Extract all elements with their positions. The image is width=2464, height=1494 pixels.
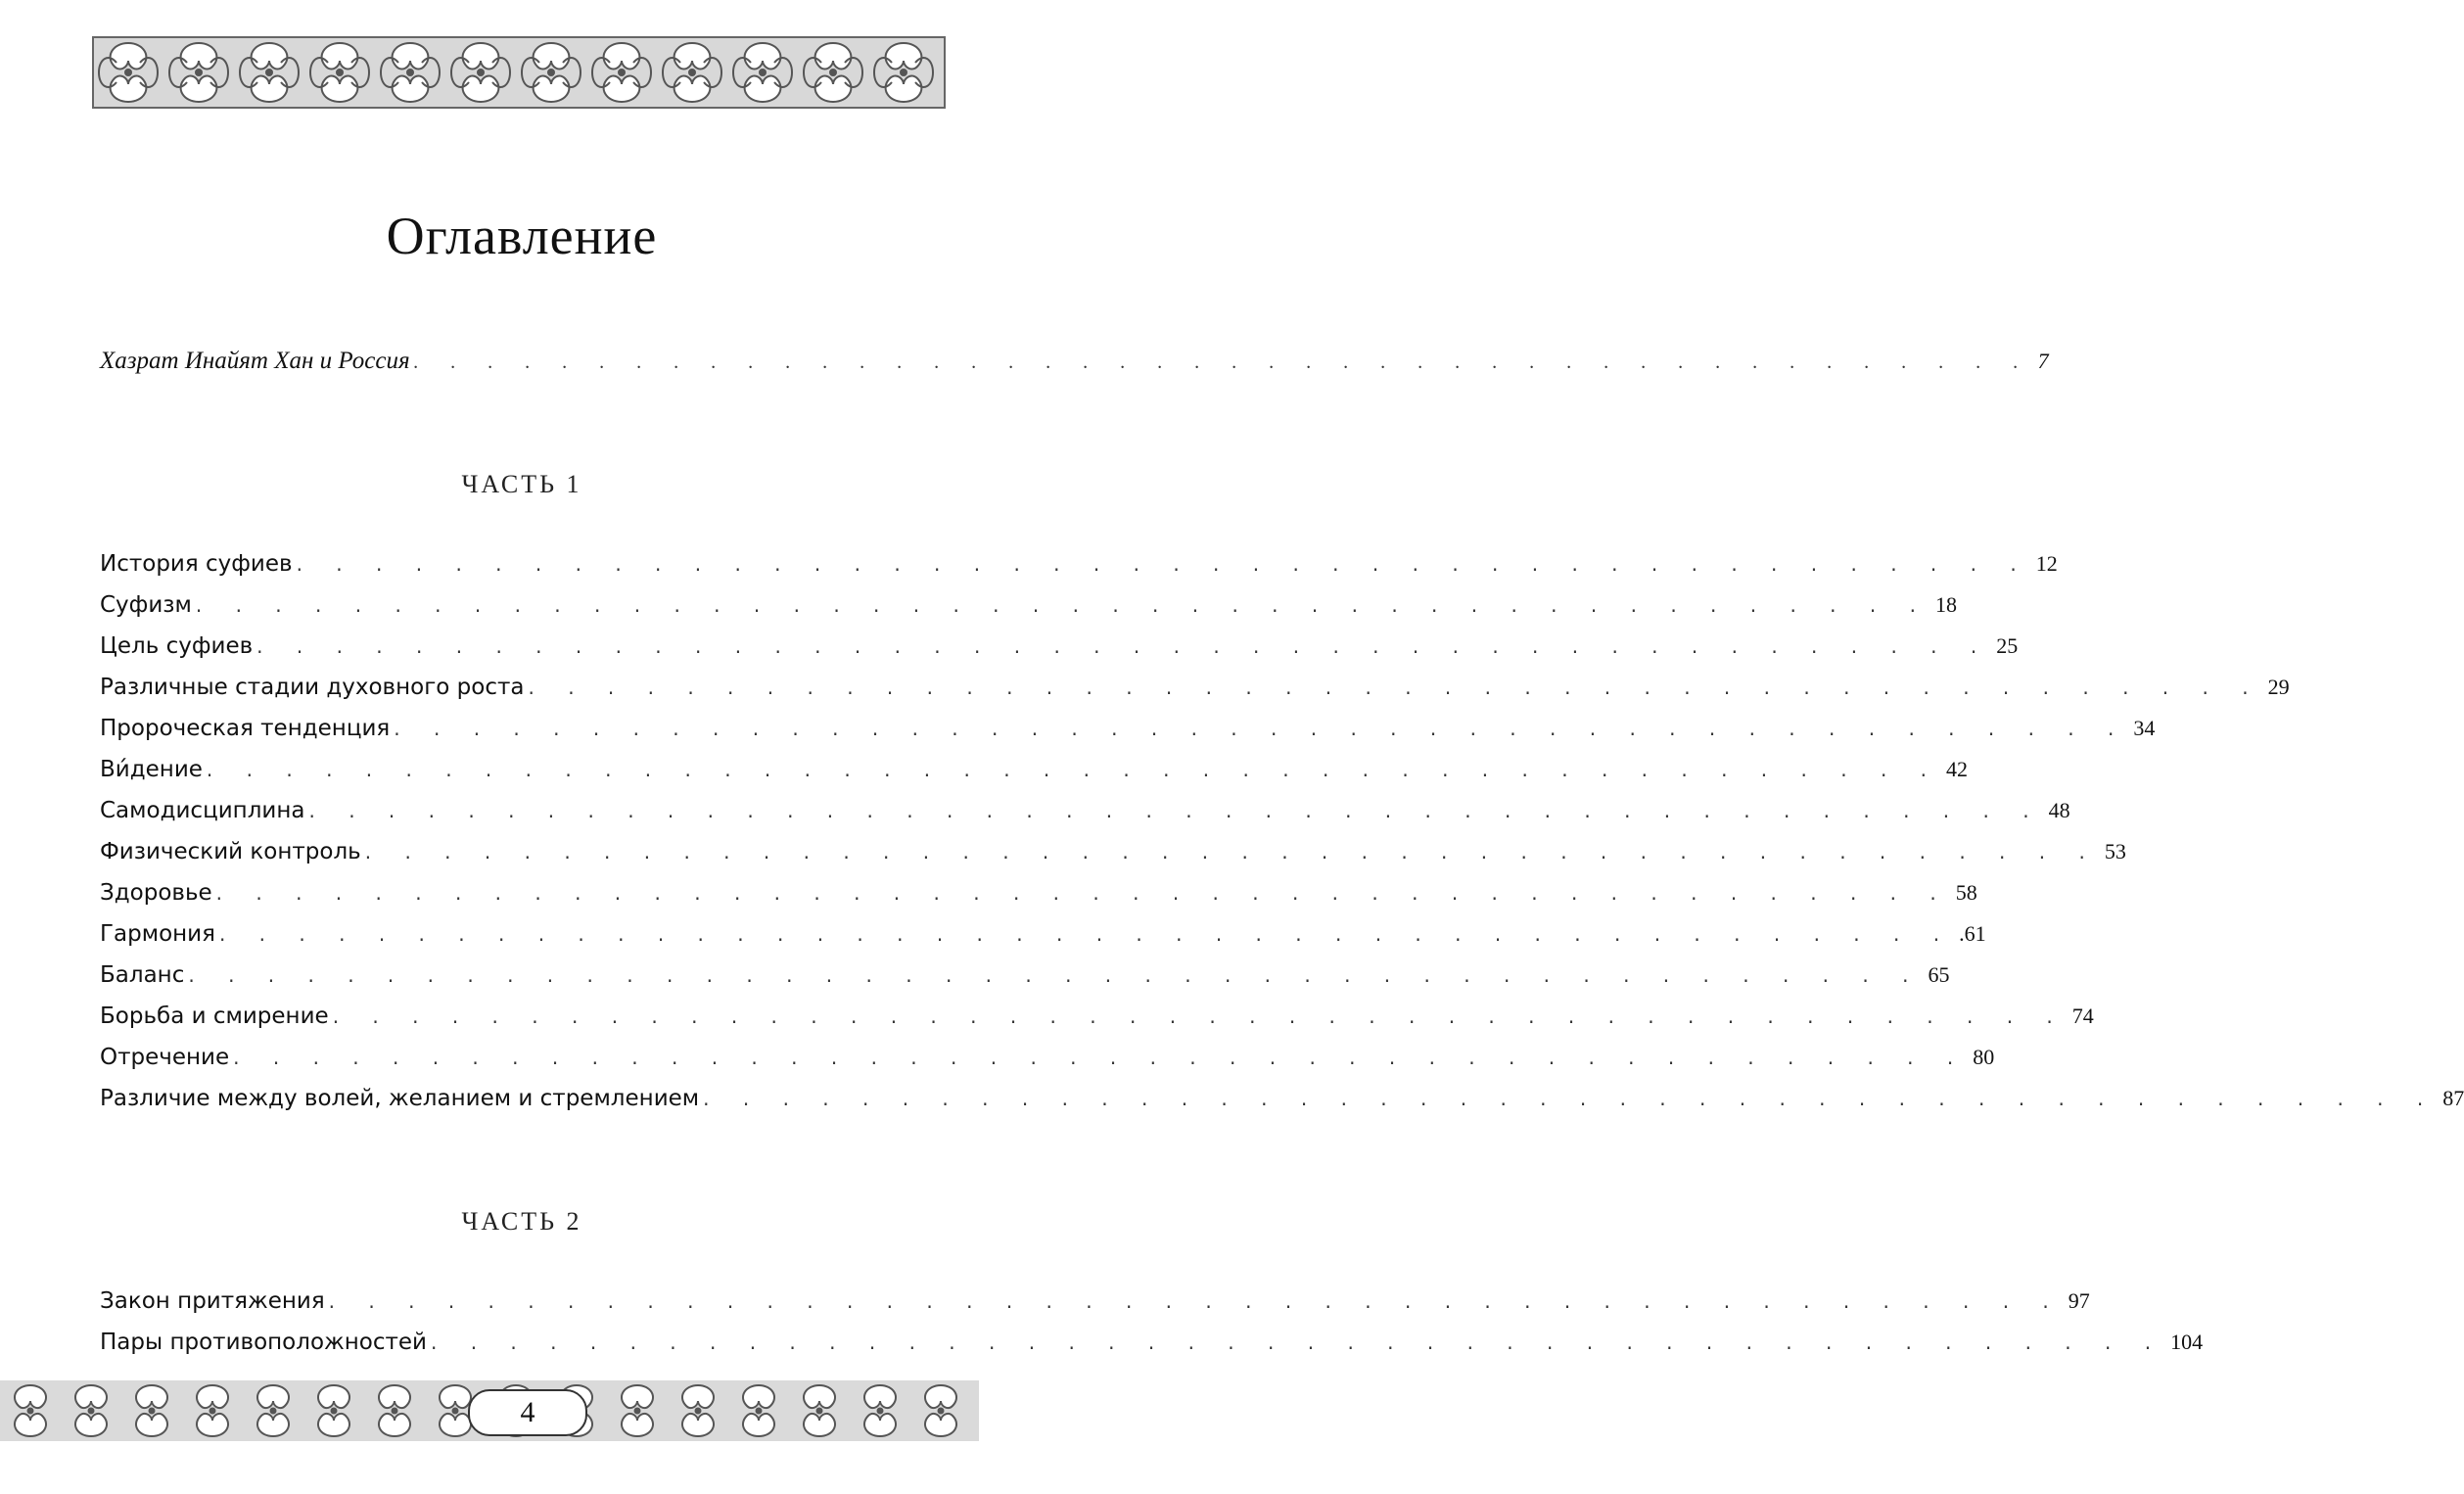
toc-entry[interactable]	[100, 1330, 2204, 1365]
part-1-heading: ЧАСТЬ 1	[461, 470, 582, 498]
toc-leader-dots: . . . . . . . . . . . . . . . . . . . . . . . . . . . . . . . . . . . . . . . . . . . .	[206, 758, 1941, 781]
toc-entry-label: Различие между волей, желанием и стремлением	[100, 1086, 700, 1111]
toc-leader-dots: . . . . . . . . . . . . . . . . . . . . . . . . . . . . . . . . . . . . . . . . . . . .	[528, 676, 2262, 699]
toc-entry-label: Ви́дение	[100, 757, 203, 782]
toc-entry[interactable]	[100, 921, 1986, 957]
toc-leader-dots: . . . . . . . . . . . . . . . . . . . . . . . . . . . . . . . . . . . . . . . . . . . .	[188, 963, 1923, 987]
toc-entry-label: Закон притяжения	[100, 1288, 325, 1314]
toc-leader-dots: . . . . . . . . . . . . . . . . . . . . . . . . . . . . . . . . . . . . . . . . . . . .	[328, 1289, 2063, 1313]
toc-entry-page: 48	[2048, 798, 2070, 822]
toc-leader-dots: . . . . . . . . . . . . . . . . . . . . . . . . . . . . . . . . . . . . . . . . . . . .	[394, 717, 2128, 740]
toc-leader-dots: . . . . . . . . . . . . . . . . . . . . . . . . . . . . . . . . . . . . . . . . . . . .	[233, 1046, 1968, 1069]
toc-entry-page: 58	[1955, 880, 1977, 905]
toc-entry-page: .61	[1959, 921, 1986, 946]
toc-entry[interactable]	[100, 798, 2070, 833]
toc-leader-dots: . . . . . . . . . . . . . . . . . . . . . . . . . . . . . . . . . . . . . . . . . . . .	[195, 593, 1929, 617]
toc-entry-page: 74	[2071, 1004, 2094, 1028]
ornament-top-border	[93, 37, 945, 108]
toc-entry-page: 18	[1934, 592, 1957, 617]
toc-leader-dots: . . . . . . . . . . . . . . . . . . . . . . . . . . . . . . . . . . . . . . . . . . . .	[364, 840, 2099, 864]
toc-entry[interactable]	[100, 1288, 2090, 1324]
toc-entry-label: Здоровье	[100, 880, 212, 906]
toc-entry-label: Пары противоположностей	[100, 1330, 427, 1355]
toc-entry-page: 97	[2068, 1288, 2090, 1313]
page-title: Оглавление	[386, 207, 658, 265]
toc-entry[interactable]	[100, 551, 2058, 586]
toc-leader-dots: . . . . . . . . . . . . . . . . . . . . . . . . . . . . . . . . . . . . . . . . . . . .	[218, 922, 1954, 946]
toc-entry-page: 42	[1946, 757, 1969, 781]
toc-entry-label: Цель суфиев	[100, 633, 254, 659]
toc-entry-page: 80	[1973, 1045, 1995, 1069]
toc-entry-intro[interactable]	[100, 348, 2049, 383]
page-number: 4	[468, 1389, 587, 1436]
toc-leader-dots: . . . . . . . . . . . . . . . . . . . . . . . . . . . . . . . . . . . . . . . . . . . .	[431, 1331, 2165, 1354]
toc-entry-page: 7	[2037, 349, 2049, 373]
toc-entry-page: 65	[1928, 962, 1950, 987]
toc-entry[interactable]	[100, 880, 1977, 915]
toc-entry[interactable]	[100, 1004, 2094, 1039]
toc-entry[interactable]	[100, 1045, 1995, 1080]
toc-leader-dots: . . . . . . . . . . . . . . . . . . . . . . . . . . . . . . . . . . . . . . . . . . . .	[413, 351, 2032, 373]
toc-entry-label: Гармония	[100, 921, 215, 947]
toc-entry-label: Отречение	[100, 1045, 230, 1070]
toc-entry-label: Баланс	[100, 962, 185, 988]
toc-entry[interactable]	[100, 716, 2156, 751]
toc-entry-label: Борьба и смирение	[100, 1004, 329, 1029]
toc-entry-label: Различные стадии духовного роста	[100, 675, 525, 700]
toc-entry[interactable]	[100, 633, 2019, 669]
toc-leader-dots: . . . . . . . . . . . . . . . . . . . . . . . . . . . . . . . . . . . . . . . . . . . .	[332, 1004, 2067, 1028]
toc-entry-label: История суфиев	[100, 551, 293, 577]
toc-entry-page: 87	[2442, 1086, 2464, 1110]
toc-leader-dots: . . . . . . . . . . . . . . . . . . . . . . . . . . . . . . . . . . . . . . . . . . . .	[256, 634, 1991, 658]
toc-entry-label: Хазрат Инайят Хан и Россия	[100, 348, 410, 374]
toc-leader-dots: . . . . . . . . . . . . . . . . . . . . . . . . . . . . . . . . . . . . . . . . . . . .	[308, 799, 2043, 822]
toc-entry-page: 104	[2170, 1330, 2204, 1354]
toc-entry-label: Пророческая тенденция	[100, 716, 391, 741]
toc-entry-label: Суфизм	[100, 592, 192, 618]
toc-entry[interactable]	[100, 839, 2126, 874]
toc-entry-page: 25	[1996, 633, 2019, 658]
toc-entry[interactable]	[100, 1086, 2464, 1121]
toc-leader-dots: . . . . . . . . . . . . . . . . . . . . . . . . . . . . . . . . . . . . . . . . . . . .	[703, 1087, 2438, 1110]
toc-entry-page: 53	[2104, 839, 2126, 864]
toc-leader-dots: . . . . . . . . . . . . . . . . . . . . . . . . . . . . . . . . . . . . . . . . . . . .	[296, 552, 2030, 576]
toc-entry-label: Физический контроль	[100, 839, 361, 864]
toc-leader-dots: . . . . . . . . . . . . . . . . . . . . . . . . . . . . . . . . . . . . . . . . . . . .	[215, 881, 1950, 905]
toc-entry[interactable]	[100, 757, 1969, 792]
toc-entry[interactable]	[100, 592, 1957, 628]
toc-entry[interactable]	[100, 675, 2290, 710]
part-2-heading: ЧАСТЬ 2	[461, 1207, 582, 1236]
toc-entry[interactable]	[100, 962, 1950, 998]
toc-entry-page: 12	[2035, 551, 2058, 576]
toc-entry-label: Самодисциплина	[100, 798, 305, 823]
toc-entry-page: 29	[2267, 675, 2290, 699]
toc-entry-page: 34	[2133, 716, 2156, 740]
